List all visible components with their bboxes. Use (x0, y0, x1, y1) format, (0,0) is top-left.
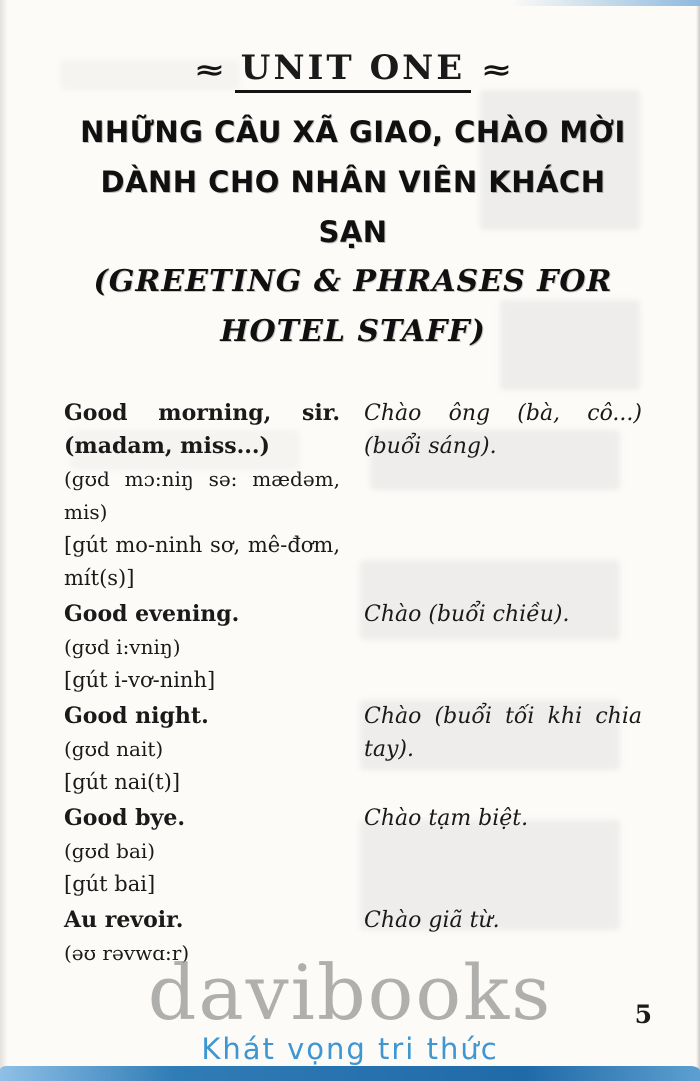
phrase-left-column (64, 700, 340, 799)
vietnamese-phonetic: [gút i-vơ-ninh] (64, 668, 216, 692)
english-phrase: Good evening. (64, 601, 240, 627)
vietnamese-translation: Chào giã từ. (364, 908, 500, 933)
vietnamese-translation: Chào (buổi chiều). (364, 602, 570, 627)
phrase-entry (64, 802, 642, 901)
phrase-entry (64, 598, 642, 697)
phrase-entry (64, 397, 642, 595)
chapter-subheading (64, 257, 642, 357)
phrase-left-column (64, 802, 340, 901)
bottom-edge-blue-strip (0, 1066, 700, 1081)
unit-title-row (64, 48, 642, 93)
english-phrase: Good morning, sir. (madam, miss...) (64, 400, 340, 459)
english-phrase: Au revoir. (64, 907, 184, 933)
unit-title: UNIT ONE (235, 48, 471, 93)
chapter-heading-line2: DÀNH CHO NHÂN VIÊN KHÁCH SẠN (100, 165, 606, 249)
vietnamese-translation: Chào ông (bà, cô...) (buổi sáng). (364, 401, 642, 459)
vietnamese-translation: Chào (buổi tối khi chia tay). (364, 704, 642, 762)
english-phrase: Good night. (64, 703, 209, 729)
vietnamese-phonetic: [gút nai(t)] (64, 770, 181, 794)
vietnamese-translation: Chào tạm biệt. (364, 806, 529, 831)
chapter-subheading-line2: HOTEL STAFF) (220, 314, 486, 349)
chapter-subheading-line1: (GREETING & PHRASES FOR (93, 264, 613, 299)
english-phrase: Good bye. (64, 805, 185, 831)
ipa-transcription: (gʊd bai) (64, 839, 156, 863)
vietnamese-phonetic: [gút mo-ninh sơ, mê-đơm, mít(s)] (64, 533, 340, 590)
page-number: 5 (634, 1000, 652, 1029)
davibooks-watermark: davibooks (147, 948, 553, 1037)
swash-ornament-left: ≈ (193, 55, 226, 86)
phrase-list (64, 397, 642, 970)
vietnamese-phonetic: [gút bai] (64, 872, 156, 896)
swash-ornament-right: ≈ (480, 55, 513, 86)
phrase-left-column (64, 598, 340, 697)
phrase-entry (64, 700, 642, 799)
watermark-tagline: Khát vọng tri thức (201, 1032, 499, 1066)
ipa-transcription: (gʊd i:vniŋ) (64, 635, 181, 659)
ipa-transcription: (əʊ rəvwɑ:r) (64, 941, 190, 965)
phrase-left-column (64, 397, 340, 595)
chapter-heading-line1: NHỮNG CÂU XÃ GIAO, CHÀO MỜI (80, 115, 626, 149)
ipa-transcription: (gʊd nait) (64, 737, 164, 761)
ipa-transcription: (gʊd mɔ:niŋ sə: mædəm, mis) (64, 467, 340, 524)
